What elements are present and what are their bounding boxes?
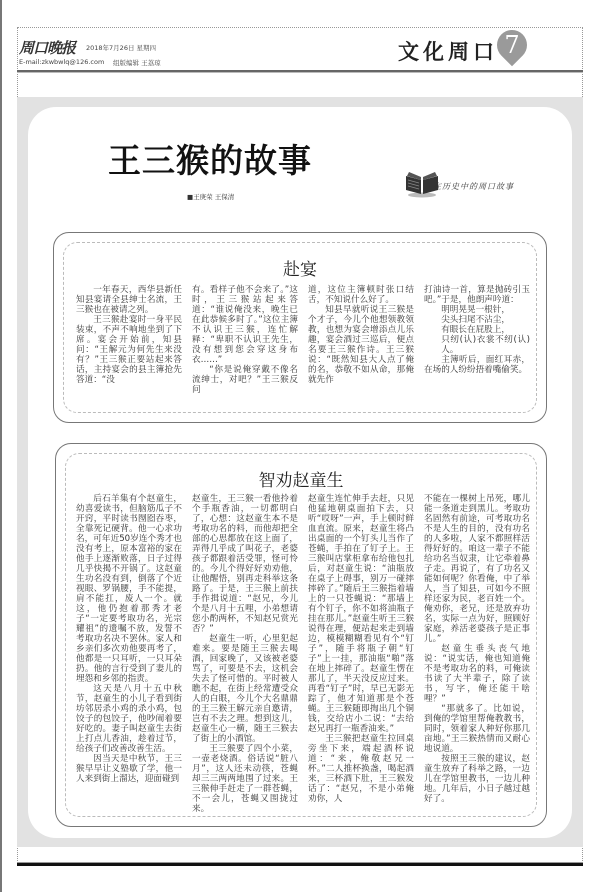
paragraph: 赵童生一听，心里犯起难来。要是随王三猴去喝酒，回家晚了，又该被老婆骂了，可要是不去，这机会失去了怪可惜的。平时被人瞧不起，在街上经常遭受众人的白眼，今儿个大名鼎鼎的王三猴王解元亲自邀请，岂有不去之理。想到这儿，赵童生心一横，随王三猴去了街上的小酒馆。: [192, 634, 298, 744]
paragraph: 王三猴把赵童生拉回桌旁坐下来，端起酒杯说道：“来，俺敬赵兄一杯。”二人推杯换盏，喝起酒来，三杯酒下肚，王三猴发话了：“赵兄，不是小弟俺劝你，人: [308, 734, 414, 804]
paragraph: 这天是八月十五中秋节，赵童生的小儿子看到街坊邻居杀小鸡的杀小鸡，包饺子的包饺子，他吵闹着要好吃的。妻子叫赵童生去街上打点儿香油，趁着过节，给孩子们改善改善生活。: [76, 684, 182, 754]
story-title: 智劝赵童生: [258, 471, 344, 491]
story-column: [76, 285, 182, 385]
paragraph: 有。看样子他不会来了。”这时，王三猴站起来答道：“谁说俺没来，晚生已在此恭候多时了。”这位主簿不认识王三猴，连忙解释：“卑职不认识王先生，没有想到您会穿这身布衣……”: [192, 285, 298, 365]
poem-line: 明明晃晃一根针，: [441, 305, 510, 315]
poem-line: 尖头扫尾不沾尘，: [441, 315, 510, 325]
section-name: 文化周口: [398, 39, 498, 64]
story-column: [308, 494, 414, 804]
story-column: [192, 494, 298, 814]
paragraph: “那就多了。比如说，到俺的学馆里帮俺教教书，同时，领着家人种好你那几亩地。”王三猴热情而又耐心地说道。: [424, 704, 530, 754]
paragraph: 知县早就听说王三猴是个才子，今儿个他想领教领教，也想为宴会增添点儿乐趣，宴会酒过三巡后，便点名要王三猴作诗。王三猴说：“既然知县大人点了俺的名，恭敬不如从命，那俺就先作: [308, 305, 414, 385]
paragraph: 道，这位主簿顿时张口结舌，不知说什么好了。: [308, 285, 414, 305]
paragraph: 王三猴要了四个小菜，一壶老烧酒。俗话说“脏八月”，这人还未动筷，苍蝇却三三两两地围了过来。王三猴伸手赶走了一群苍蝇，不一会儿，苍蝇又围拢过来。: [192, 744, 298, 814]
story-column: [424, 494, 530, 804]
layout-editor: 组版编辑 王荔琼: [113, 59, 161, 67]
paragraph: 赵童生连忙伸手去赶，只见他猛地朝桌面拍下去，只听“哎呀”一声，手上顿时鲜血直流。原来，赵童生将凸出桌面的一个钉头儿当作了苍蝇，手拍在了钉子上。王三猴叫店掌柜拿布给他包扎后，对赵童生说：“油瓶放在桌子上碍事，别万一碰摔摔碎了。”随后王三猴指着墙上的一只苍蝇说：“那墙上有个钉子，你不如将油瓶子挂在那儿。”赵童生听王三猴说得在理，便站起来走到墙边，模模糊糊看见有个“钉子”，随手将瓶子朝“钉子”上一挂，那油瓶“啪”落在地上摔碎了。赵童生愣在那儿了，半天没反应过来。再看“钉子”时，早已无影无踪了，他才知道那是个苍蝇。王三猴随即掏出几个铜钱，交给店小二说：“去给赵兄再打一瓶香油来。”: [308, 494, 414, 734]
story-column: [424, 285, 530, 375]
paragraph: 按照王三猴的建议，赵童生放弃了科举之路，一边儿在学馆里教书，一边儿种地。几年后，小日子越过越好了。: [424, 754, 530, 804]
paragraph: 赵童生垂头丧气地说：“说实话，俺也知道俺不是考取功名的料，可俺读书读了大半辈子，除了读书，写字，俺还能干啥哩？”: [424, 644, 530, 704]
poem-line: 有眼长在屁股上，: [441, 325, 510, 335]
article-title: 王三猴的故事: [108, 141, 312, 180]
page-number: 7: [504, 31, 520, 59]
paragraph: 主簿听后，面红耳赤，在场的人纷纷捂着嘴偷笑。: [424, 355, 530, 375]
story-column: [76, 494, 182, 784]
paragraph: 后石羊集有个赵童生，幼喜爱读书，但脑筋瓜子不开窍，平时读书囫囵吞枣，全靠死记硬背。他一心求功名，可年近50岁连个秀才也没有考上，原本富裕的家在他手上逐渐败落，日子过得几乎快揭不开锅了。这赵童生功名没有到，倒落了个近视眼、罗锅腰，手不能提，肩不能扛，废人一个。就这，他仍抱着那秀才老子“一定要考取功名，光宗耀祖”的遗嘱不放，发誓不考取功名决不罢休。家人和乡亲们多次劝他要再考了，他都是一只耳听，一只耳朵扔。他的言行受到了妻儿的埋怨和乡邻的指责。: [76, 494, 182, 684]
poem-line: 只纫(认)衣裳不纫(认)人。: [441, 335, 530, 355]
contact-email: E-mail:zkwbwlq@126.com: [19, 58, 105, 66]
column-tagline: 在历史中的周口故事: [433, 182, 514, 191]
paragraph: “你是说俺穿戴不像名流绅士，对吧？”王三猴反问: [192, 365, 298, 395]
article-byline: ■王庚荣 王保清: [187, 193, 235, 201]
header-divider: [17, 70, 583, 73]
story-column: [192, 285, 298, 395]
paragraph: 因当天是中秋节，王三猴早早让义塾歇了学，他一人来到街上溜达，迎面碰到: [76, 754, 182, 784]
newspaper-logo: 周口晚报: [19, 39, 76, 57]
story-box-fuyan: [53, 232, 547, 423]
paragraph: 不能在一棵树上吊死，哪儿能一条道走到黑儿。考取功名固然有前途，可考取功名不是人生的目的，没有功名的人多啦，人家不都照样活得好好的。咱这一辈子不能给功名当奴隶，让它牵着鼻子走。再说了，有了功名又能如何呢？你看俺，中了举人，当了知县，可如今不照样还家为民，老百姓一个。俺劝你，老兄，还是放弃功名，实际一点为好，照顾好家庭，养活老婆孩子是正事儿。”: [424, 494, 530, 644]
story-title: 赴宴: [283, 260, 317, 280]
paragraph: 一年春天，西华县新任知县宴请全县绅士名流，王三猴也在被请之列。: [76, 285, 182, 315]
page-edge: [0, 0, 2, 892]
story-column: [308, 285, 414, 385]
issue-date: 2018年7月26日 星期四: [86, 44, 157, 52]
paragraph: 赵童生，王三猴一看他拎着个手瓶香油，一切都明白了，心想：这赵童生本不是考取功名的料，而他却把全部的心思都放在这上面了，弄得几乎成了叫花子，老婆孩子都跟着活受罪，怪可怜的。今儿个得好好劝劝他，让他醒悟，别再走科举这条路了。于是，王三猴上前扶手作揖说道：“赵兄，今儿个是八月十五哩，小弟想请您小酌两杯，不知赵兄赏光否？”: [192, 494, 298, 634]
paragraph: 王三猴赴宴时一身平民装束，不声不响地坐到了下席。宴会开始前，知县问：“王解元为何先生来没有？”王三猴正要站起来答话，主持宴会的县主簿抢先答道：“没: [76, 315, 182, 385]
footer-divider: [17, 862, 583, 866]
story-box-zhiquan: [55, 443, 547, 827]
paragraph: 打油诗一首，算是抛砖引玉吧。”于是，他朗声吟道：: [424, 285, 530, 305]
